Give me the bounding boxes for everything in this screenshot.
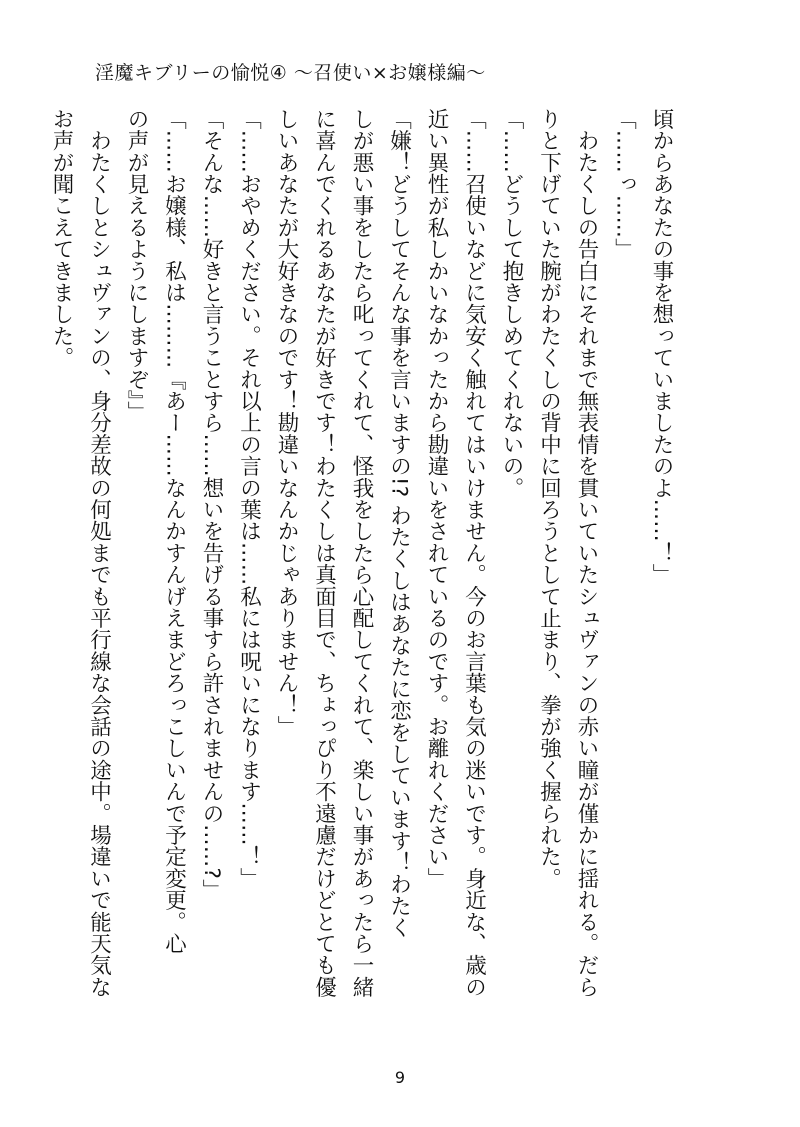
text-line: わたくしの告白にそれまで無表情を貫いていたシュヴァンの赤い瞳が僅かに揺れる。だら — [574, 108, 599, 998]
text-line: 「嫌！どうしてそんな事を言いますの!? わたくしはあなたに恋をしています！わたく — [386, 108, 412, 939]
text-line: 「……おやめください。それ以上の言の葉は……私には呪いになります……！」 — [236, 108, 262, 890]
text-line: 「……お嬢様、私は………『あー……なんかすんげえまどろっこしいんで予定変更。心 — [161, 108, 187, 955]
text-line: わたくしとシュヴァンの、身分差故の何処までも平行線な会話の途中。場違いで能天気な — [86, 108, 112, 998]
text-line: りと下げていた腕がわたくしの背中に回ろうとして止まり、拳が強く握られた。 — [536, 108, 562, 890]
text-line: しいあなたが大好きなのです！勘違いなんかじゃありません！」 — [274, 108, 299, 738]
text-line: に喜んでくれるあなたが好きです！わたくしは真面目で、ちょっぴり不遠慮だけどとても優 — [311, 108, 337, 998]
text-line: 近い異性が私しかいなかったから勘違いをされているのです。お離れください」 — [424, 108, 449, 890]
text-line: 頃からあなたの事を想っていましたのよ……！」 — [649, 108, 674, 586]
text-line: しが悪い事をしたら叱ってくれて、怪我をしたら心配してくれて、楽しい事があったら一緒 — [349, 108, 374, 998]
text-line: 「そんな……好きと言うことすら……想いを告げる事すら許されませんの……?」 — [199, 108, 224, 901]
text-line: 「……どうして抱きしめてくれないの。 — [499, 108, 524, 499]
text-line: 「……っ……」 — [611, 108, 637, 260]
vertical-body-text — [49, 108, 680, 1043]
running-header: 淫魔キブリーの愉悦④ ～召使い×お嬢様編～ — [95, 62, 486, 84]
text-line: の声が見えるようにしますぞ』」 — [124, 108, 149, 423]
page-number: 9 — [394, 1068, 406, 1087]
text-line: 「……召使いなどに気安く触れてはいけません。今のお言葉も気の迷いです。身近な、歳の — [461, 108, 487, 998]
text-line: お声が聞こえてきました。 — [49, 108, 74, 369]
